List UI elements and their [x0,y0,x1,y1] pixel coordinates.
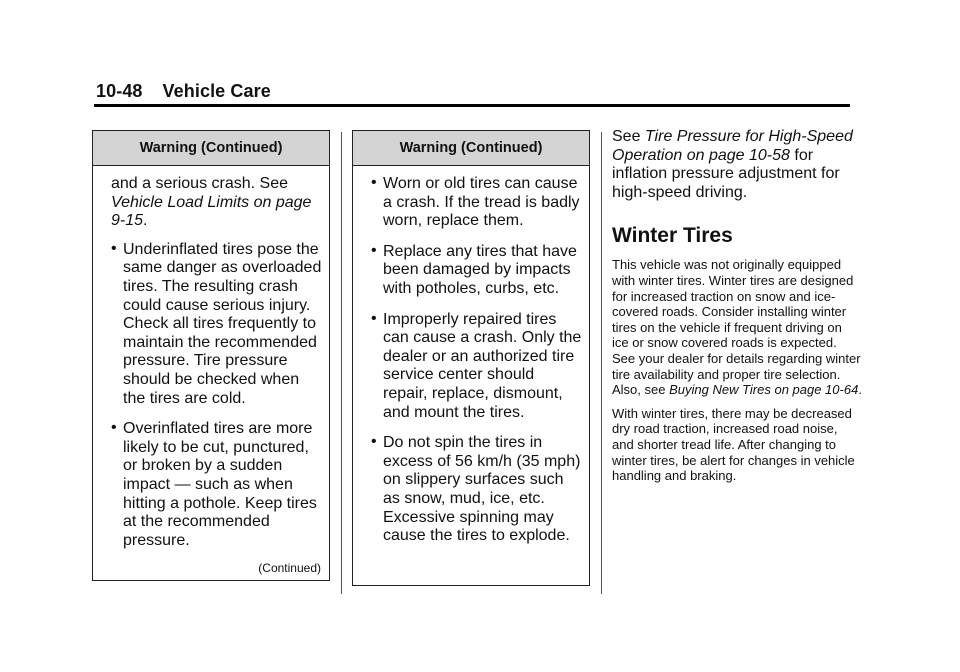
warning-box-body [93,166,329,550]
continued-note: (Continued) [258,561,321,575]
warning-box-body [353,166,589,546]
page-reference-link[interactable]: Tire Pressure for High-Speed Operation on page 10-58 [612,128,853,164]
bullet-icon: • [371,241,377,259]
body-paragraph: With winter tires, there may be decreased dry road traction, increased road noise, and shorter tread life. After changing to winter tires, be alert for changes in vehicle handling and braking. [612,405,855,484]
page-header [96,81,271,102]
warning-bullet: • Overinflated tires are more likely to be cut, punctured, or broken by a sudden impact — such as when hitting a pothole. Keep tires at the recommended pressure. [111,419,317,549]
page-reference-link[interactable]: Vehicle Load Limits on page 9-15 [111,193,312,230]
warning-bullet: • Worn or old tires can cause a crash. If the tread is badly worn, replace them. [371,174,580,230]
bullet-icon: • [371,309,377,327]
column-separator [341,132,342,594]
page-reference-link[interactable]: Buying New Tires on page 10-64 [669,382,859,398]
intro-paragraph: See Tire Pressure for High-Speed Operation on page 10-58 for inflation pressure adjustment for high-speed driving. [612,128,853,201]
warning-bullet: • Underinflated tires pose the same danger as overloaded tires. The resulting crash could cause serious injury. Check all tires frequently to maintain the recommended pressure. Tire pressure should be checked when the tires are cold. [111,239,322,407]
warning-box-title: Warning (Continued) [93,131,329,166]
section-name: Vehicle Care [162,81,271,101]
warning-box-title: Warning (Continued) [353,131,589,166]
warning-box-1 [92,130,330,581]
warning-bullet: • Do not spin the tires in excess of 56 km/h (35 mph) on slippery surfaces such as snow, mud, ice, etc. Excessive spinning may cause the tires to explode. [371,433,581,545]
section-title: Winter Tires [612,224,733,248]
page-number: 10-48 [96,81,143,101]
body-paragraph: This vehicle was not originally equipped with winter tires. Winter tires are designed for increased traction on snow and ice-covered roads. Consider installing winter tires on the vehicle if frequent driving on ice or snow covered roads is expected. See your dealer for details regarding winter tire availability and proper tire selection. Also, see Buying New Tires on page 10-64. [612,257,862,398]
bullet-icon: • [111,419,117,437]
bullet-icon: • [111,239,117,257]
bullet-icon: • [371,433,377,451]
warning-bullet: • Improperly repaired tires can cause a crash. Only the dealer or an authorized tire service center should repair, replace, dismount, and mount the tires. [371,309,582,421]
warning-lead: and a serious crash. See Vehicle Load Limits on page 9-15. [111,175,312,230]
warning-box-2 [352,130,590,586]
bullet-icon: • [371,174,377,191]
text-column [612,128,862,492]
header-rule [94,104,850,107]
column-separator [601,132,602,594]
warning-bullet: • Replace any tires that have been damaged by impacts with potholes, curbs, etc. [371,241,577,297]
